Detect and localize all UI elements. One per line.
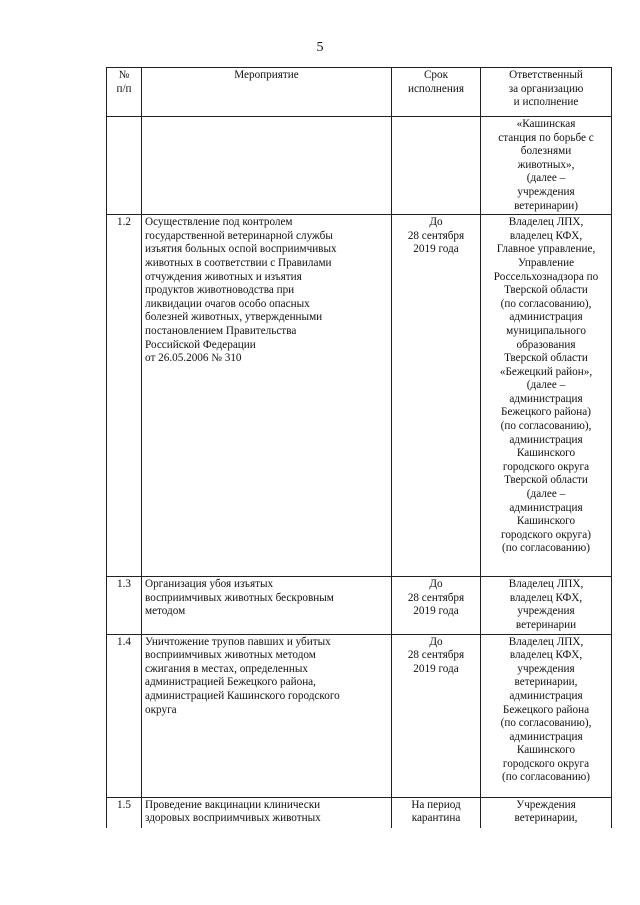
- row-responsible: Владелец ЛПХ, владелец КФХ, учреждения ветеринарии, администрация Бежецкого района (по согласованию), администрация Кашинского городского округа (по согласованию): [481, 634, 612, 797]
- row-action: Проведение вакцинации клинически здоровых восприимчивых животных: [142, 797, 392, 828]
- row-number: [107, 117, 142, 215]
- page-number: 5: [316, 40, 324, 55]
- row-number: 1.4: [107, 634, 142, 797]
- header-term: Срок исполнения: [392, 68, 481, 117]
- row-action: Осуществление под контролем государственной ветеринарной службы изъятия больных оспой восприимчивых животных в соответствии с Правилами отчуждения животных и изъятия продуктов животноводства при ликвидации очагов особо опасных болезней животных, утвержденными постановлением Правительства Российской Федерации от 26.05.2006 № 310: [142, 215, 392, 577]
- row-term: До 28 сентября 2019 года: [392, 634, 481, 797]
- row-term: До 28 сентября 2019 года: [392, 215, 481, 577]
- row-responsible: Владелец ЛПХ, владелец КФХ, Главное управление, Управление Россельхознадзора по Тверской области (по согласованию), администрация муниципального образования Тверской области «Бежецкий район», (далее – администрация Бежецкого района) (по согласованию), администрация Кашинского городского округа Тверской области (далее – администрация Кашинского городского округа) (по согласованию): [481, 215, 612, 577]
- table-row: [107, 634, 612, 797]
- header-responsible: Ответственный за организацию и исполнение: [481, 68, 612, 117]
- header-number: № п/п: [107, 68, 142, 117]
- row-term: До 28 сентября 2019 года: [392, 577, 481, 634]
- table-row: [107, 215, 612, 577]
- measures-table: [106, 67, 612, 828]
- table-row: [107, 797, 612, 828]
- row-number: 1.2: [107, 215, 142, 577]
- row-responsible: Владелец ЛПХ, владелец КФХ, учреждения ветеринарии: [481, 577, 612, 634]
- row-number: 1.5: [107, 797, 142, 828]
- header-action: Мероприятие: [142, 68, 392, 117]
- row-term: [392, 117, 481, 215]
- row-responsible: «Кашинская станция по борьбе с болезнями животных», (далее – учреждения ветеринарии): [481, 117, 612, 215]
- row-term: На период карантина: [392, 797, 481, 828]
- row-number: 1.3: [107, 577, 142, 634]
- table-row: [107, 117, 612, 215]
- row-action: [142, 117, 392, 215]
- row-action: Уничтожение трупов павших и убитых восприимчивых животных методом сжигания в местах, определенных администрацией Бежецкого района, администрацией Кашинского городского округа: [142, 634, 392, 797]
- table-row: [107, 577, 612, 634]
- row-action: Организация убоя изъятых восприимчивых животных бескровным методом: [142, 577, 392, 634]
- row-responsible: Учреждения ветеринарии,: [481, 797, 612, 828]
- table-header-row: [107, 68, 612, 117]
